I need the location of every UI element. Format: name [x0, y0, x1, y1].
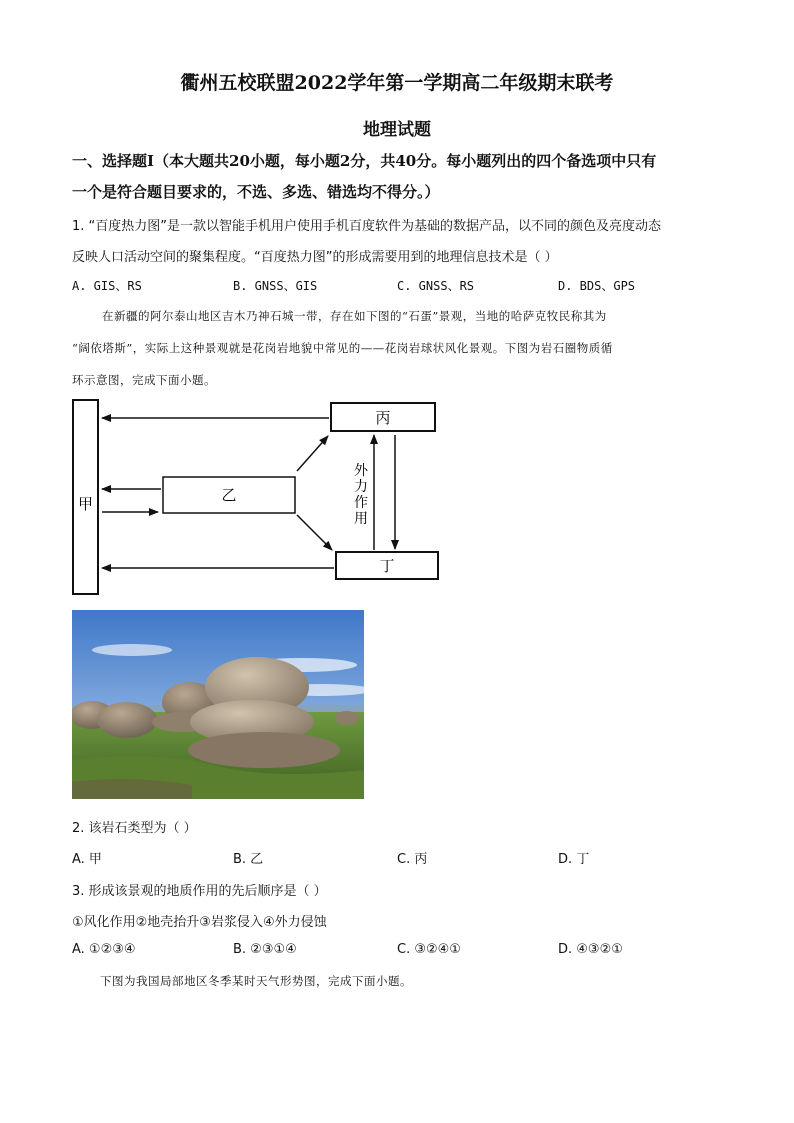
- q2-option-c: C. 丙: [397, 852, 428, 867]
- material-2-line1: 下图为我国局部地区冬季某时天气形势图，完成下面小题。: [100, 974, 412, 988]
- q2-option-a: A. 甲: [72, 852, 102, 867]
- q2-option-d: D. 丁: [558, 852, 590, 867]
- q3-option-b: B. ②③①④: [233, 942, 297, 957]
- q3-option-c: C. ③②④①: [397, 942, 461, 957]
- rock-cycle-diagram: [66, 392, 446, 600]
- q2-option-b: B. 乙: [233, 852, 264, 867]
- section-heading-line1: 一、选择题Ⅰ（本大题共20小题，每小题2分，共40分。每小题列出的四个备选项中只有: [72, 152, 657, 170]
- section-heading-line2: 一个是符合题目要求的，不选、多选、错选均不得分。）: [72, 183, 440, 201]
- material-1-line3: 环示意图，完成下面小题。: [72, 373, 216, 387]
- external-force-char-2: 力: [354, 479, 368, 495]
- external-force-char-4: 用: [354, 511, 368, 527]
- q1-option-c: C. GNSS、RS: [397, 279, 475, 293]
- arrow-yi-to-ding: [297, 515, 332, 550]
- q3-option-a: A. ①②③④: [72, 942, 136, 957]
- page-subtitle: 地理试题: [363, 120, 431, 140]
- question-2-stem: 2. 该岩石类型为（ ）: [72, 821, 197, 836]
- question-3-stem: 3. 形成该景观的地质作用的先后顺序是（ ）: [72, 884, 327, 899]
- label-jia: 甲: [77, 495, 94, 513]
- label-ding: 丁: [379, 557, 395, 575]
- label-bing: 丙: [375, 409, 391, 427]
- external-force-char-3: 作: [354, 495, 368, 511]
- material-1-line2: “阔依塔斯”，实际上这种景观就是花岗岩地貌中常见的——花岗岩球状风化景观。下图为岩石圈物质循: [72, 341, 613, 355]
- page-title: 衢州五校联盟2022学年第一学期高二年级期末联考: [180, 72, 614, 94]
- question-1-line2: 反映人口活动空间的聚集程度。“百度热力图”的形成需要用到的地理信息技术是（ ）: [72, 250, 558, 265]
- granite-boulder-photo: [72, 610, 364, 799]
- q1-option-b: B. GNSS、GIS: [233, 279, 318, 293]
- label-yi: 乙: [221, 486, 237, 504]
- question-1-line1: 1. “百度热力图”是一款以智能手机用户使用手机百度软件为基础的数据产品，以不同的颜色及亮度动态: [72, 219, 662, 234]
- material-1-line1: 在新疆的阿尔泰山地区吉木乃神石城一带，存在如下图的“石蛋”景观，当地的哈萨克牧民称其为: [102, 309, 607, 323]
- q1-option-a: A. GIS、RS: [72, 279, 142, 293]
- q3-option-d: D. ④③②①: [558, 942, 623, 957]
- q1-option-d: D. BDS、GPS: [558, 279, 636, 293]
- arrow-yi-to-bing: [297, 436, 328, 471]
- external-force-char-1: 外: [354, 463, 368, 479]
- question-3-items: ①风化作用②地壳抬升③岩浆侵入④外力侵蚀: [72, 915, 327, 930]
